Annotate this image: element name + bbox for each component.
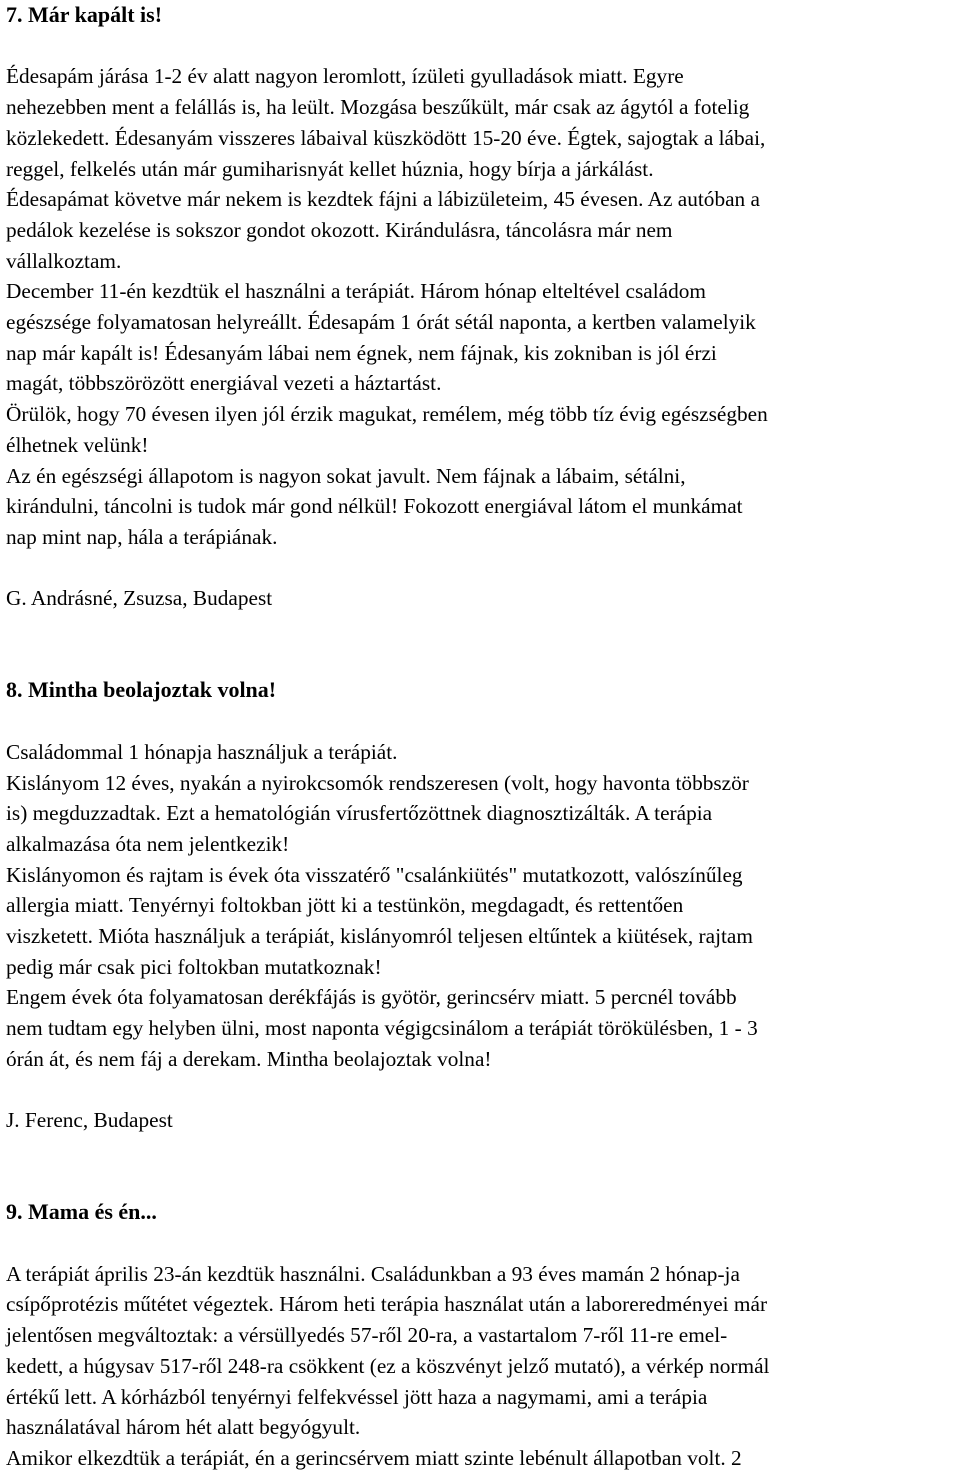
- section-7-line: Örülök, hogy 70 évesen ilyen jól érzik magukat, remélem, még több tíz évig egészségben: [6, 402, 768, 427]
- section-8-signature: J. Ferenc, Budapest: [6, 1108, 173, 1133]
- section-8-line: viszketett. Mióta használjuk a terápiát, kislányomról teljesen eltűntek a kiütések, rajtam: [6, 924, 753, 949]
- section-7-line: nap már kapált is! Édesanyám lábai nem égnek, nem fájnak, kis zokniban is jól érzi: [6, 340, 717, 365]
- section-8-line: órán át, és nem fáj a derekam. Mintha beolajoztak volna!: [6, 1046, 492, 1071]
- section-7-line: Az én egészségi állapotom is nagyon sokat javult. Nem fájnak a lábaim, sétálni,: [6, 463, 686, 488]
- spacer: [6, 31, 956, 62]
- section-8-line: allergia miatt. Tenyérnyi foltokban jött ki a testünkön, megdagadt, és rettentően: [6, 893, 684, 918]
- section-9-line: értékű lett. A kórházból tenyérnyi felfekvéssel jött haza a nagymami, ami a terápia: [6, 1384, 708, 1409]
- section-8-line: Engem évek óta folyamatosan derékfájás is gyötör, gerincsérv miatt. 5 percnél tovább: [6, 985, 737, 1010]
- section-9-line: csípőprotézis műtétet végeztek. Három heti terápia használat után a laboreredményei már: [6, 1292, 768, 1317]
- spacer: [6, 706, 956, 737]
- section-8-line: is) megduzzadtak. Ezt a hematológián vírusfertőzöttnek diagnosztizálták. A terápia: [6, 801, 713, 826]
- section-8-title: 8. Mintha beolajoztak volna!: [6, 677, 277, 703]
- section-9-line: használatával három hét alatt begyógyult.: [6, 1415, 361, 1440]
- section-8-line: pedig már csak pici foltokban mutatkoznak!: [6, 954, 382, 979]
- spacer: [6, 1136, 956, 1197]
- section-7-body: [6, 61, 956, 552]
- section-9-body: [6, 1259, 956, 1474]
- section-8-body: [6, 737, 956, 1075]
- section-7-line: reggel, felkelés után már gumiharisnyát kellet húznia, hogy bírja a járkálást.: [6, 156, 654, 181]
- section-9-line: kedett, a húgysav 517-ről 248-ra csökkent (ez a köszvényt jelző mutató), a vérkép normál: [6, 1353, 770, 1378]
- section-7-line: Édesapámat követve már nekem is kezdtek fájni a lábizületeim, 45 évesen. Az autóban a: [6, 187, 760, 212]
- spacer: [6, 1075, 956, 1106]
- section-7-line: pedálok kezelése is sokszor gondot okozott. Kirándulásra, táncolásra már nem: [6, 217, 673, 242]
- spacer: [6, 614, 956, 675]
- section-7-line: magát, többszörözött energiával vezeti a háztartást.: [6, 371, 442, 396]
- document-page: [6, 0, 956, 1474]
- section-9-title: 9. Mama és én...: [6, 1199, 157, 1225]
- section-8-line: Kislányomon és rajtam is évek óta visszatérő "csalánkiütés" mutatkozott, valószínűleg: [6, 862, 743, 887]
- spacer: [6, 1228, 956, 1259]
- section-7-line: nehezebben ment a felállás is, ha leült. Mozgása beszűkült, már csak az ágytól a fotelig: [6, 95, 750, 120]
- section-8-line: nem tudtam egy helyben ülni, most naponta végigcsinálom a terápiát törökülésben, 1 - 3: [6, 1016, 758, 1041]
- section-7-line: egészsége folyamatosan helyreállt. Édesapám 1 órát sétál naponta, a kertben valamelyik: [6, 310, 756, 335]
- section-7-line: December 11-én kezdtük el használni a terápiát. Három hónap elteltével családom: [6, 279, 706, 304]
- section-8-line: Kislányom 12 éves, nyakán a nyirokcsomók rendszeresen (volt, hogy havonta többször: [6, 770, 749, 795]
- section-7-signature: G. Andrásné, Zsuzsa, Budapest: [6, 586, 273, 611]
- section-7-line: nap mint nap, hála a terápiának.: [6, 524, 278, 549]
- section-7-title: 7. Már kapált is!: [6, 2, 163, 27]
- section-7-line: közlekedett. Édesanyám visszeres lábaival küszködött 15-20 éve. Égtek, sajogtak a lábai,: [6, 125, 766, 150]
- section-7-line: kirándulni, táncolni is tudok már gond nélkül! Fokozott energiával látom el munkámat: [6, 494, 743, 519]
- section-8-line: Családommal 1 hónapja használjuk a terápiát.: [6, 739, 398, 764]
- section-8-line: alkalmazása óta nem jelentkezik!: [6, 831, 290, 856]
- section-7-line: Édesapám járása 1-2 év alatt nagyon leromlott, ízületi gyulladások miatt. Egyre: [6, 64, 684, 89]
- section-7-line: élhetnek velünk!: [6, 432, 149, 457]
- section-9-line: jelentősen megváltoztak: a vérsüllyedés 57-ről 20-ra, a vastartalom 7-ről 11-re emel-: [6, 1323, 728, 1348]
- section-7-line: vállalkoztam.: [6, 248, 122, 273]
- spacer: [6, 553, 956, 584]
- section-9-line: Amikor elkezdtük a terápiát, én a gerincsérvem miatt szinte lebénult állapotban volt. 2: [6, 1445, 742, 1470]
- section-9-line: A terápiát április 23-án kezdtük használni. Családunkban a 93 éves mamán 2 hónap-ja: [6, 1261, 740, 1286]
